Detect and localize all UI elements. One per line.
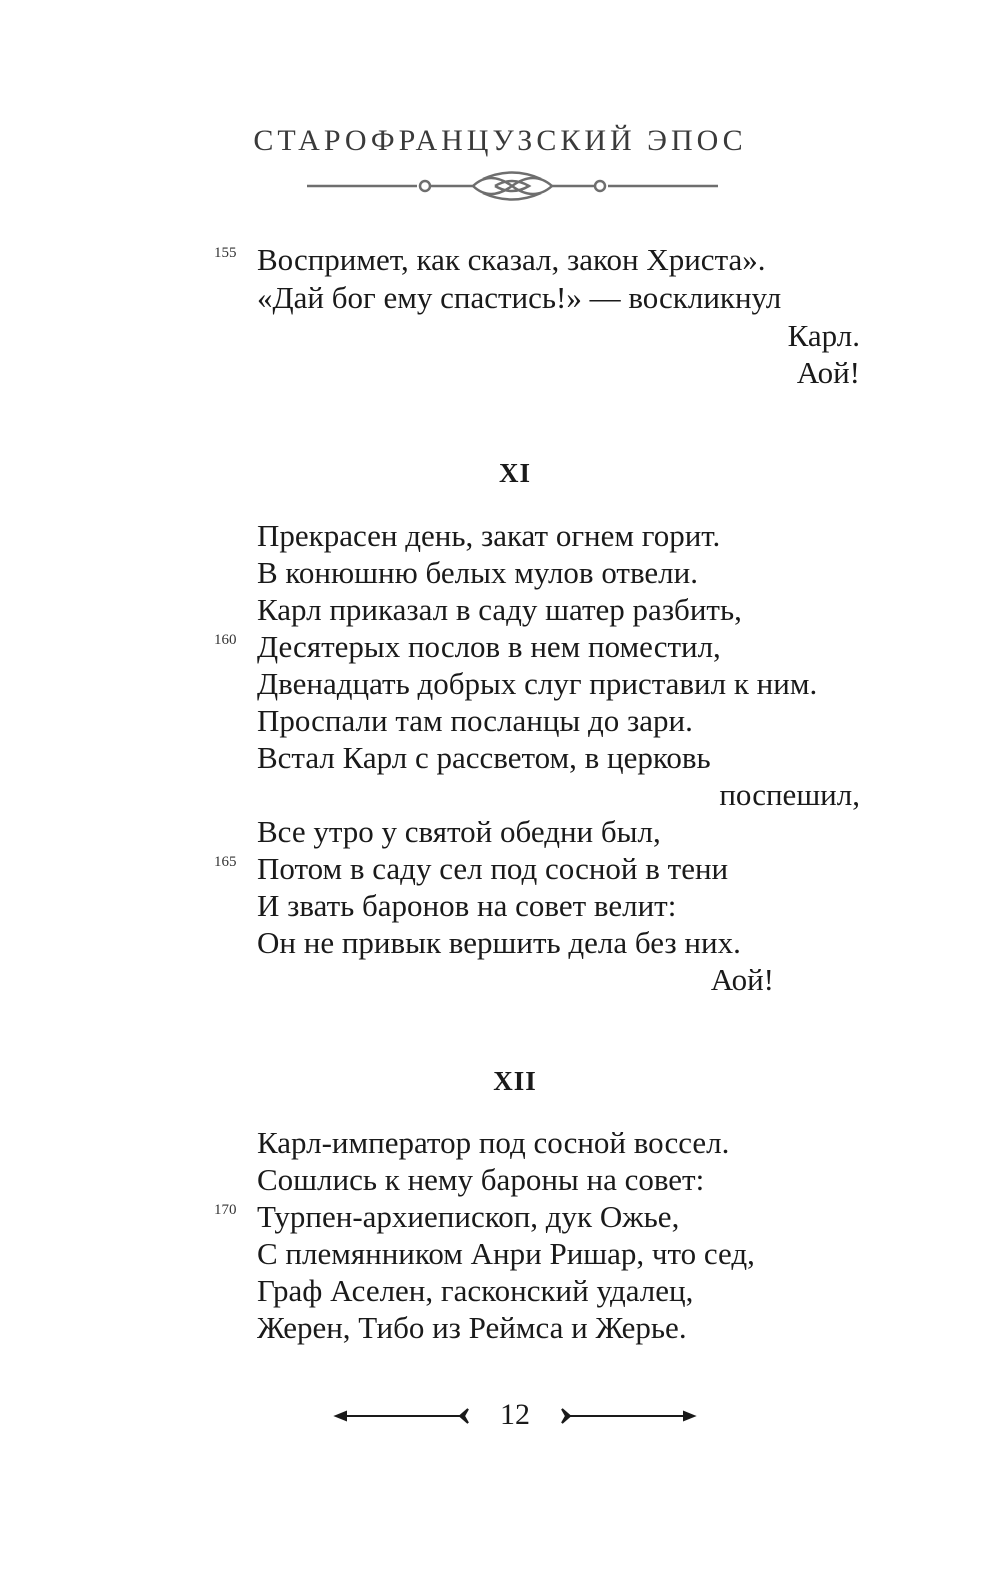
verse-line: Прекрасен день, закат огнем горит. xyxy=(257,518,721,553)
line-number: 165 xyxy=(214,854,237,870)
verse-line: Граф Аселен, гасконский удалец, xyxy=(257,1273,694,1308)
verse-line: С племянником Анри Ришар, что сед, xyxy=(257,1236,755,1271)
verse-line: Встал Карл с рассветом, в церковь xyxy=(257,740,711,775)
refrain: Аой! xyxy=(796,355,860,390)
line-number: 170 xyxy=(214,1202,237,1218)
section-heading-xii: XII xyxy=(493,1066,537,1096)
verse-line: «Дай бог ему спастись!» — воскликнул xyxy=(257,280,782,315)
verse-line: Карл-император под сосной воссел. xyxy=(257,1125,730,1160)
line-number: 155 xyxy=(214,245,237,261)
verse-line: И звать баронов на совет велит: xyxy=(257,888,677,923)
verse-line: Карл приказал в саду шатер разбить, xyxy=(257,592,742,627)
running-head-title: СТАРОФРАНЦУЗСКИЙ ЭПОС xyxy=(253,124,747,157)
section-heading-xi: XI xyxy=(498,458,531,488)
verse-line: Десятерых послов в нем поместил, xyxy=(257,629,721,664)
header-ornament xyxy=(305,168,720,206)
verse-line: Двенадцать добрых слуг приставил к ним. xyxy=(257,666,818,701)
verse-line: Он не привык вершить дела без них. xyxy=(257,925,741,960)
verse-line: Турпен-архиепископ, дук Ожье, xyxy=(257,1199,680,1234)
line-number: 160 xyxy=(214,632,237,648)
verse-line-continuation: поспешил, xyxy=(719,777,860,812)
verse-line: Потом в саду сел под сосной в тени xyxy=(257,851,729,886)
verse-line: В конюшню белых мулов отвели. xyxy=(257,555,698,590)
verse-line: Воспримет, как сказал, закон Христа». xyxy=(257,242,766,277)
refrain: Аой! xyxy=(710,962,774,997)
verse-line: Все утро у святой обедни был, xyxy=(257,814,661,849)
verse-line: Проспали там посланцы до зари. xyxy=(257,703,693,738)
verse-line: Сошлись к нему бароны на совет: xyxy=(257,1162,705,1197)
verse-line: Жерен, Тибо из Реймса и Жерье. xyxy=(257,1310,687,1345)
page-number: 12 xyxy=(500,1398,530,1431)
verse-line-continuation: Карл. xyxy=(787,318,860,353)
